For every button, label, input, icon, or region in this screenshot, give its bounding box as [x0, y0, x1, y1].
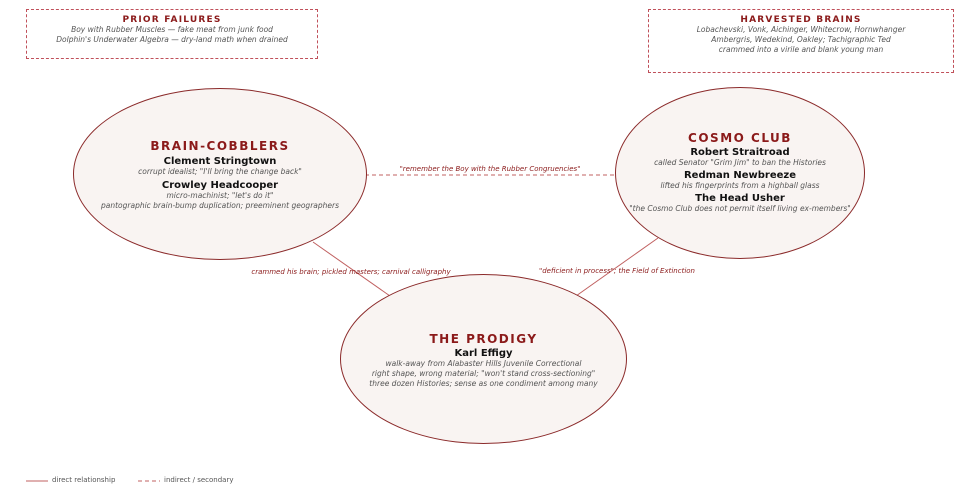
harvested-brains-box — [648, 9, 954, 73]
harvested-brains-line: crammed into a virile and blank young man — [718, 45, 884, 54]
legend-direct — [52, 476, 115, 484]
node-title: BRAIN-COBBLERS — [150, 139, 290, 153]
node-title: COSMO CLUB — [688, 131, 792, 145]
node-title: THE PRODIGY — [429, 332, 538, 346]
harvested-brains-line: Lobachevski, Vonk, Aichinger, Whitecrow, Hornwhanger — [696, 25, 906, 34]
person-name: Redman Newbreeze — [683, 170, 797, 181]
person-name: Clement Stringtown — [163, 156, 277, 167]
person-name: Robert Straitroad — [690, 147, 790, 158]
person-desc: "the Cosmo Club does not permit itself living ex-members" — [629, 204, 851, 213]
edge-label-cobblers-cosmo: "remember the Boy with the Rubber Congruencies" — [399, 165, 581, 173]
person-desc: micro-machinist; "let's do it" — [166, 191, 274, 200]
legend-direct-label: direct relationship — [52, 476, 116, 484]
person-desc: right shape, wrong material; "won't stand cross-sectioning" — [371, 369, 596, 378]
prior-failure-item: Boy with Rubber Muscles — fake meat from junk food — [71, 25, 273, 34]
prior-failures-title: PRIOR FAILURES — [122, 15, 222, 25]
prior-failure-item: Dolphin's Underwater Algebra — dry-land math when drained — [56, 35, 288, 44]
legend-indirect — [164, 476, 233, 484]
edge-label-cobblers-prodigy: crammed his brain; pickled masters; carnival calligraphy — [251, 268, 451, 276]
person-name: Crowley Headcooper — [161, 180, 279, 191]
edge-label-cosmo-prodigy: "deficient in process"; the Field of Extinction — [539, 267, 695, 275]
person-desc: corrupt idealist; "I'll bring the change back" — [138, 167, 302, 176]
legend-indirect-label: indirect / secondary — [164, 476, 234, 484]
person-name: The Head Usher — [695, 193, 785, 204]
person-desc: pantographic brain-bump duplication; preeminent geographers — [100, 201, 339, 210]
person-desc: three dozen Histories; sense as one condiment among many — [369, 379, 598, 388]
prior-failures-box — [26, 9, 318, 59]
person-name: Karl Effigy — [454, 348, 513, 359]
person-desc: called Senator "Grim Jim" to ban the Histories — [654, 158, 826, 167]
person-desc: walk-away from Alabaster Hills Juvenile Correctional — [385, 359, 582, 368]
node-brain-cobblers — [73, 88, 367, 260]
person-desc: lifted his fingerprints from a highball glass — [660, 181, 820, 190]
harvested-brains-line: Ambergris, Wedekind, Oakley; Tachigraphic Ted — [711, 35, 891, 44]
node-the-prodigy — [340, 274, 627, 444]
harvested-brains-title: HARVESTED BRAINS — [740, 15, 862, 25]
node-cosmo-club — [615, 87, 865, 259]
